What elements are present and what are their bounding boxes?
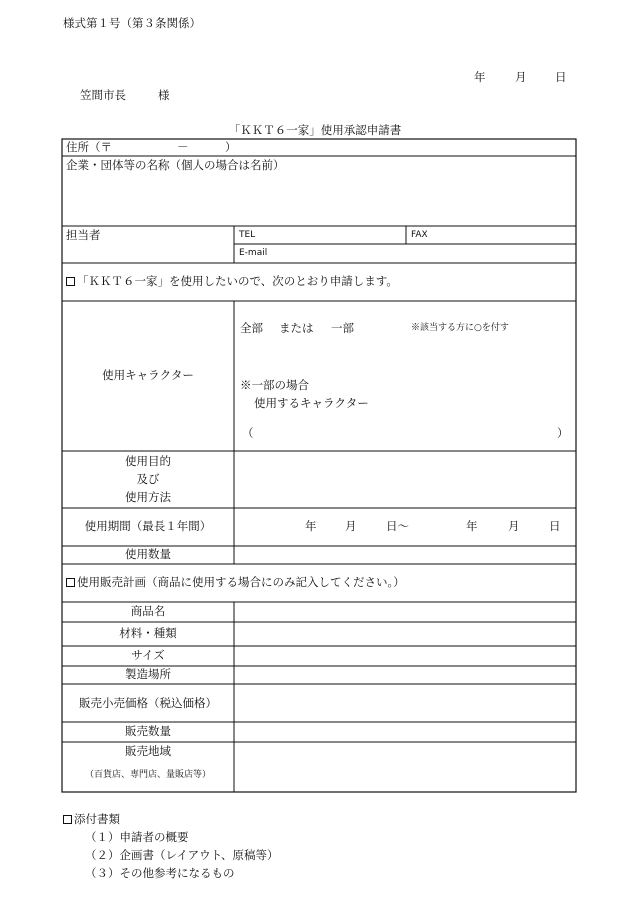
product-name-label: 商品名 xyxy=(130,604,166,618)
attachment-item: （２）企画書（レイアウト、原稿等） xyxy=(85,848,279,862)
purpose-label-line1: 使用目的 xyxy=(125,454,171,468)
option-part: 一部 xyxy=(331,321,354,335)
date-year-label: 年 xyxy=(474,70,486,84)
sales-plan xyxy=(66,577,405,589)
recipient: 笠間市長 xyxy=(80,88,126,102)
attachments-heading xyxy=(63,814,120,826)
period-month: 月 xyxy=(345,519,357,533)
recipient-honorific: 様 xyxy=(158,88,170,102)
form-number: 様式第１号（第３条関係） xyxy=(63,16,201,30)
partial-character-label: 使用するキャラクター xyxy=(254,396,369,410)
checkbox-icon[interactable] xyxy=(63,815,72,824)
sales-region-label: 販売地域 xyxy=(125,744,171,758)
attachment-item: （３）その他参考になるもの xyxy=(85,866,235,880)
email-label: E-mail xyxy=(239,248,268,258)
checkbox-icon[interactable] xyxy=(66,578,75,587)
postal-dash: － xyxy=(177,140,189,154)
contact-person-label: 担当者 xyxy=(66,228,101,242)
attachment-item: （１）申請者の概要 xyxy=(85,830,189,844)
size-label: サイズ xyxy=(131,648,165,662)
option-note: ※該当する方に○を付す xyxy=(411,323,509,333)
period-month-end: 月 xyxy=(508,519,520,533)
quantity-label: 使用数量 xyxy=(125,547,171,561)
partial-note: ※一部の場合 xyxy=(240,378,309,392)
paren-open: （ xyxy=(242,426,254,440)
request-statement xyxy=(66,276,398,288)
period-day-from: 日～ xyxy=(386,519,409,533)
purpose-label-line2: 及び xyxy=(136,472,160,486)
character-label: 使用キャラクター xyxy=(102,368,194,382)
company-name-label: 企業・団体等の名称（個人の場合は名前） xyxy=(66,158,285,172)
period-year-end: 年 xyxy=(466,519,478,533)
purpose-label-line3: 使用方法 xyxy=(125,490,171,504)
attachments-label: 添付書類 xyxy=(74,812,120,826)
page-title: 「ＫＫＴ６一家」使用承認申請書 xyxy=(228,123,402,137)
address-label: 住所（〒 xyxy=(66,140,112,154)
manufacturing-place-label: 製造場所 xyxy=(125,667,171,681)
date-day-label: 日 xyxy=(555,70,567,84)
checkbox-icon[interactable] xyxy=(66,277,75,286)
sales-quantity-label: 販売数量 xyxy=(125,724,171,738)
paren-close: ） xyxy=(557,426,569,440)
retail-price-label: 販売小売価格（税込価格） xyxy=(79,696,217,710)
period-label: 使用期間（最長１年間） xyxy=(84,519,212,533)
sales-plan-text: 使用販売計画（商品に使用する場合にのみ記入してください。） xyxy=(77,575,405,589)
option-all: 全部 xyxy=(240,321,263,335)
sales-region-note: （百貨店、専門店、量販店等） xyxy=(84,770,211,780)
period-day-end: 日 xyxy=(549,519,561,533)
request-statement-text: 「ＫＫＴ６一家」を使用したいので、次のとおり申請します。 xyxy=(77,274,398,288)
date-month-label: 月 xyxy=(515,70,527,84)
tel-label: TEL xyxy=(239,230,256,240)
address-paren-close: ） xyxy=(225,140,237,154)
period-year: 年 xyxy=(305,519,317,533)
fax-label: FAX xyxy=(411,230,428,240)
material-label: 材料・種類 xyxy=(119,626,177,640)
option-or: または xyxy=(279,321,314,335)
